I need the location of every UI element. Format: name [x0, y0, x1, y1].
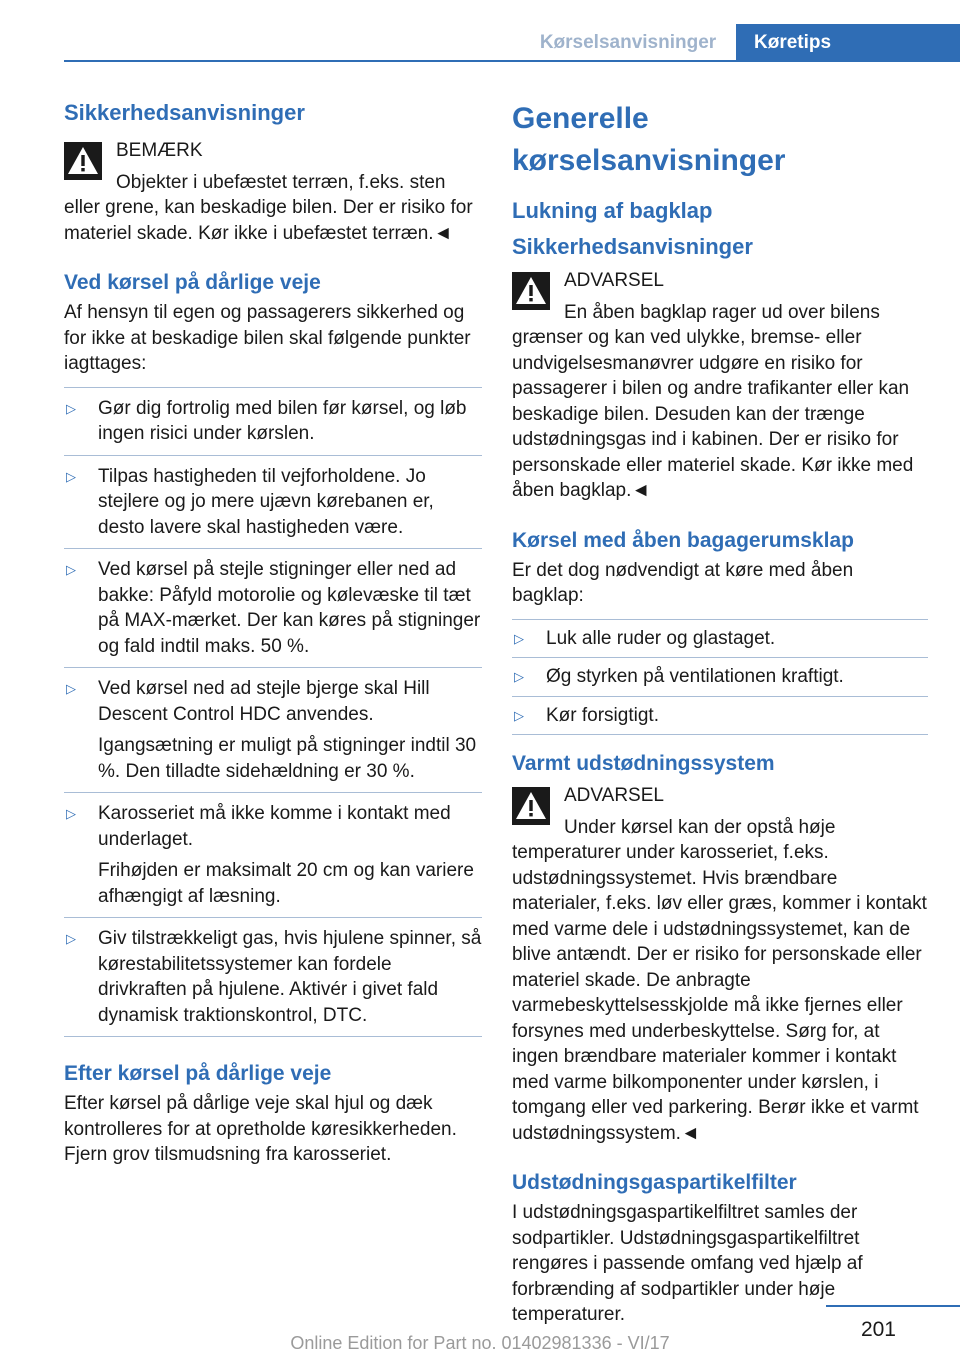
list-item-text: Ved kørsel på stejle stigninger eller ned ad bakke: Påfyld motorolie og kølevæske til tæt på MAX-mærket. Der kan køres på stigninger og fald indtil maks. 50 %. [98, 559, 481, 657]
main-heading: Generelle kørselsanvisninger [512, 102, 786, 177]
list-item [512, 697, 928, 736]
list-item [64, 388, 482, 456]
note-title: BEMÆRK [116, 140, 203, 161]
warning-title: ADVARSEL [564, 270, 664, 291]
triangle-bullet-icon: ▷ [514, 669, 524, 684]
triangle-bullet-icon: ▷ [66, 468, 76, 484]
after-bad-roads-heading: Efter kørsel på dårlige veje [64, 1062, 332, 1085]
list-item [512, 620, 928, 659]
particle-filter-heading: Udstødningsgaspartikelfilter [512, 1171, 797, 1194]
triangle-bullet-icon: ▷ [66, 562, 76, 577]
list-item-text: Øg styrken på ventilationen kraftigt. [546, 666, 844, 687]
section-tab[interactable]: Kørselsanvisninger [539, 32, 717, 53]
triangle-bullet-icon: ▷ [66, 931, 76, 946]
list-item [64, 549, 482, 668]
open-trunk-list [512, 619, 928, 736]
list-item-extra: Frihøjden er maksimalt 20 cm og kan variere afhængigt af læsning. [98, 860, 474, 907]
triangle-bullet-icon: ▷ [66, 400, 76, 416]
list-item [64, 793, 482, 918]
list-item [64, 456, 482, 550]
warning-block [512, 268, 928, 504]
list-item-text: Luk alle ruder og glastaget. [546, 627, 776, 649]
warning-text: En åben bagklap rager ud over bilens grænser og kan ved ulykke, bremse- eller undvigelsesmanøvrer udgøre en risiko for passagerer i bilen og andre trafikanter eller kan beskadige bilen. Desuden kan der trænge udstødningsgas ind i kabinen. Der er risiko for personskade eller materiel skade. Kør ikke med åben bagklap.◄ [512, 301, 914, 501]
right-safety-heading: Sikkerhedsanvisninger [512, 234, 753, 259]
open-trunk-heading: Kørsel med åben bagagerumsklap [512, 528, 854, 552]
list-item-text: Kør forsigtigt. [546, 704, 659, 726]
active-tab[interactable]: Køretips [736, 24, 960, 62]
left-column [64, 98, 482, 1168]
warning-triangle-icon [512, 787, 550, 825]
particle-filter-text: I udstødningsgaspartikelfiltret samles der sodpartikler. Udstødningsgaspartikelfiltret rengøres i passende omfang ved hjælp af forbrænding af sodpartikler under høje temperaturer. [512, 1202, 863, 1325]
footer-rule [826, 1305, 960, 1307]
triangle-bullet-icon: ▷ [66, 806, 76, 821]
warning-triangle-icon [64, 142, 102, 180]
list-item-text: Ved kørsel ned ad stejle bjerge skal Hill Descent Control HDC anvendes. [98, 678, 430, 725]
list-item-text: Giv tilstrækkeligt gas, hvis hjulene spinner, så kørestabilitetssystemer kan fordele drivkraften på hjulene. Aktivér i givet fald dynamisk traktionskontrol, DTC. [98, 928, 482, 1026]
warning-block [512, 783, 928, 1146]
right-column [512, 98, 928, 1328]
list-item-text: Gør dig fortrolig med bilen før kørsel, og løb ingen risici under kørslen. [98, 397, 467, 444]
bad-roads-list [64, 387, 482, 1038]
list-item-text: Karosseriet må ikke komme i kontakt med underlaget. [98, 803, 451, 850]
triangle-bullet-icon: ▷ [66, 681, 76, 696]
list-item [512, 658, 928, 697]
warning-triangle-icon [512, 272, 550, 310]
hot-exhaust-heading: Varmt udstødningssystem [512, 752, 775, 775]
tailgate-heading: Lukning af bagklap [512, 198, 713, 223]
left-safety-heading: Sikkerhedsanvisninger [64, 100, 305, 125]
triangle-bullet-icon: ▷ [514, 707, 524, 723]
edition-footer: Online Edition for Part no. 01402981336 - VI/17 [290, 1333, 670, 1353]
list-item [64, 668, 482, 793]
after-bad-roads-text: Efter kørsel på dårlige veje skal hjul og dæk kontrolleres for at opretholde køresikkerheden. Fjern grov tilsmudsning fra karosseriet. [64, 1093, 457, 1165]
warning-text: Under kørsel kan der opstå høje temperaturer under karosseriet, f.eks. udstødningssystemet. Hvis brændbare materialer, f.eks. løv eller græs, kommer i kontakt med varme dele i udstødningssystemet, kan de blive antændt. Der er risiko for personskade eller materiel skade. De anbragte varmebeskyttelsesskjolde må ikke fjernes eller forsynes med underbeskyttelse. Sørg for, at ingen brændbare materialer kommer i kontakt med varme bilkomponenter under kørslen, i tomgang eller ved parkering. Berør ikke et varmt udstødningssystem.◄ [512, 816, 927, 1144]
list-item-text: Tilpas hastigheden til vejforholdene. Jo stejlere og jo mere ujævn kørebanen er, desto lavere skal hastigheden være. [98, 465, 434, 538]
bad-roads-heading: Ved kørsel på dårlige veje [64, 271, 321, 294]
open-trunk-intro: Er det dog nødvendigt at køre med åben bagklap: [512, 559, 854, 606]
warning-title: ADVARSEL [564, 785, 664, 806]
triangle-bullet-icon: ▷ [514, 630, 524, 646]
list-item [64, 918, 482, 1037]
note-block [64, 138, 482, 246]
header-rule [64, 60, 960, 62]
list-item-extra: Igangsætning er muligt på stigninger indtil 30 %. Den tilladte sidehældning er 30 %. [98, 735, 477, 782]
page-number: 201 [860, 1318, 896, 1341]
note-text: Objekter i ubefæstet terræn, f.eks. sten eller grene, kan beskadige bilen. Der er risiko for materiel skade. Kør ikke i ubefæstet terræn.◄ [64, 171, 473, 244]
bad-roads-intro: Af hensyn til egen og passagerers sikkerhed og for ikke at beskadige bilen skal følgende punkter iagttages: [64, 302, 471, 374]
